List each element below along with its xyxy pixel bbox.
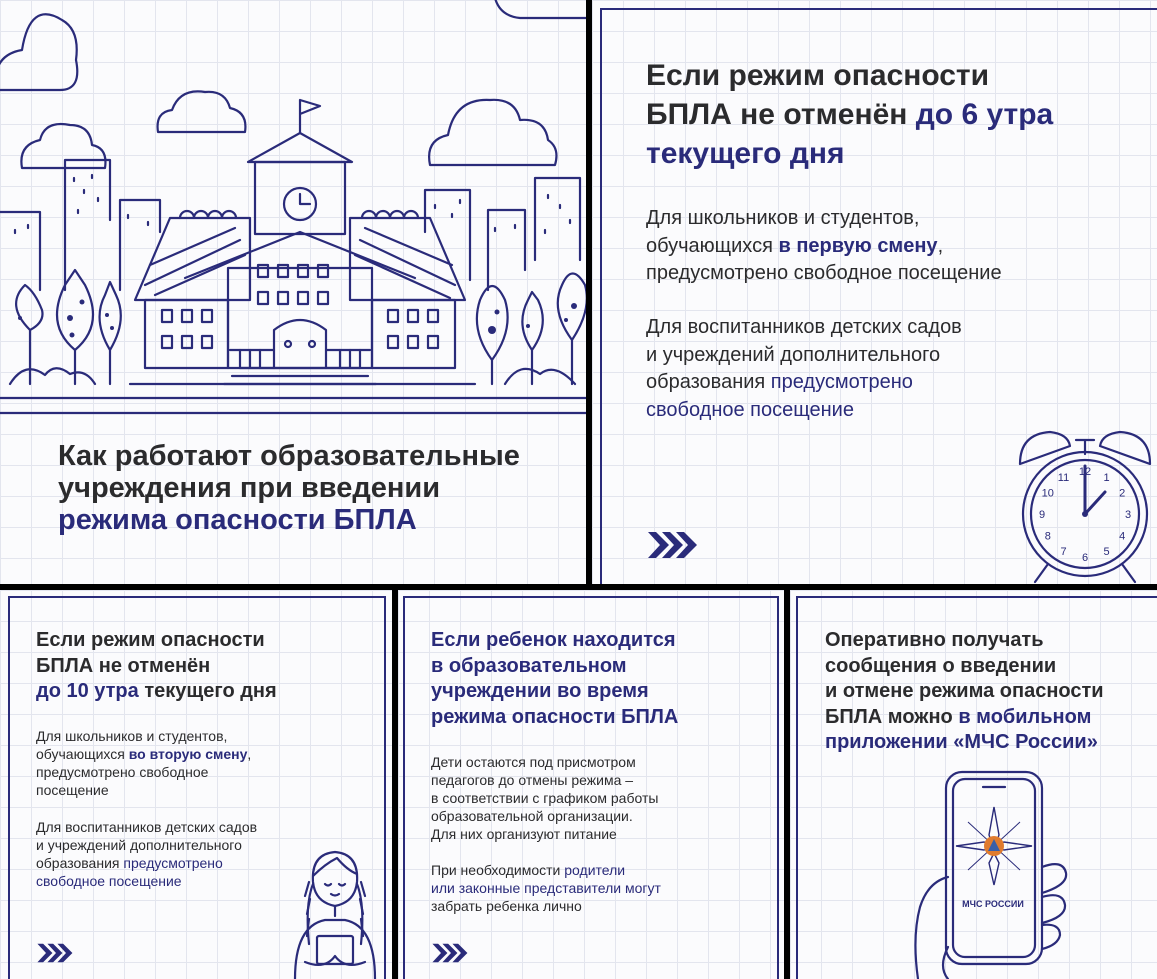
- card4-paragraph-1: [431, 753, 776, 843]
- card3-p2-highlight: свободное посещение: [36, 873, 182, 889]
- card5-title-highlight: приложении «МЧС России»: [825, 731, 1098, 753]
- card4-p2-text: При необходимости: [431, 862, 565, 878]
- card3-title-line: БПЛА не отменён: [36, 654, 211, 677]
- card1-title-line: учреждения при введении: [58, 472, 441, 504]
- cloud-icon: [495, 0, 586, 18]
- school-building-illustration: [0, 0, 586, 420]
- card3-p1-line: предусмотрено свободное: [36, 764, 209, 780]
- card2-p1-highlight: в первую смену: [778, 234, 938, 257]
- smartphone-in-hand-illustration: [908, 767, 1078, 979]
- emergency-emblem-icon: [956, 807, 1032, 885]
- card4-p2-highlight: или законные представители могут: [431, 880, 661, 896]
- card5-title-line: [825, 705, 1157, 731]
- clock-number: 2: [1119, 487, 1126, 500]
- clock-number: 3: [1124, 509, 1132, 521]
- card4-p1-line: в соответствии с графиком работы: [431, 790, 659, 806]
- card3-p1-text: ,: [247, 746, 252, 762]
- card3-p2-highlight: предусмотрено: [123, 855, 223, 871]
- card1-title-line: Как работают образовательные: [58, 440, 520, 472]
- card4-title: [431, 628, 776, 730]
- clock-number: 8: [1044, 530, 1051, 543]
- card2-p2-line: и учреждений дополнительного: [646, 343, 941, 366]
- tree-icon: [100, 282, 121, 384]
- card3-paragraph-1: [36, 727, 376, 799]
- card2-p2-line: [646, 369, 1146, 397]
- cloud-icon: [0, 14, 77, 90]
- card2-paragraph-1: [646, 205, 1146, 288]
- card2-p2-line: Для воспитанников детских садов: [646, 316, 962, 338]
- card1-title: [58, 440, 578, 536]
- chevrons-right-icon: [36, 942, 76, 964]
- phone-app-label: МЧС РОССИИ: [962, 899, 1024, 909]
- card3-p1-highlight: во вторую смену: [128, 746, 248, 762]
- card4-title-line: режима опасности БПЛА: [431, 705, 679, 728]
- card2-p1-line: [646, 233, 1146, 261]
- card2-title-line: Если режим опасности: [646, 59, 990, 92]
- clock-number: 5: [1103, 546, 1110, 559]
- card1-title-highlight: режима опасности БПЛА: [58, 504, 417, 536]
- alarm-clock-illustration: [1010, 414, 1157, 584]
- tree-icon: [477, 286, 508, 384]
- card-child-in-institution: [398, 590, 784, 979]
- card5-title: [825, 628, 1157, 756]
- chevrons-right-icon: [646, 530, 702, 560]
- card3-p2-text: образования: [36, 855, 124, 871]
- card2-p2-highlight: предусмотрено: [770, 371, 913, 393]
- card4-p1-line: Для них организуют питание: [431, 826, 617, 842]
- clock-number: 12: [1078, 466, 1092, 478]
- card2-title-highlight: текущего дня: [646, 137, 845, 170]
- card3-p1-text: обучающихся: [36, 746, 129, 762]
- card4-p2-line: забрать ребенка лично: [431, 898, 582, 914]
- card3-p1-line: посещение: [36, 782, 109, 798]
- card5-title-text: БПЛА можно: [825, 705, 959, 728]
- card2-p2-highlight: свободное посещение: [646, 398, 854, 421]
- card2-p1-line: Для школьников и студентов,: [646, 207, 920, 229]
- chevrons-right-icon: [431, 942, 471, 964]
- card3-title: [36, 628, 376, 705]
- clock-number: 9: [1038, 509, 1046, 521]
- card4-title-line: учреждении во время: [431, 680, 649, 702]
- card4-paragraph-2: [431, 861, 776, 915]
- cloud-icon: [21, 124, 105, 168]
- card2-title-highlight: до 6 утра: [915, 98, 1054, 131]
- card4-p2-highlight: родители: [564, 862, 626, 878]
- clock-number: 4: [1119, 530, 1126, 543]
- card3-title-text: текущего дня: [138, 680, 277, 702]
- card3-title-line: [36, 679, 376, 705]
- tree-icon: [558, 274, 586, 385]
- card3-p2-line: Для воспитанников детских садов: [36, 819, 258, 835]
- card-6am-rule: [592, 0, 1157, 584]
- card2-title: [646, 56, 1156, 173]
- clock-number: 10: [1041, 487, 1054, 500]
- card2-p1-text: ,: [937, 234, 944, 257]
- card2-p1-line: предусмотрено свободное посещение: [646, 262, 1002, 284]
- clock-number: 7: [1060, 546, 1067, 559]
- card5-title-line: и отмене режима опасности: [825, 680, 1104, 702]
- card3-p1-line: [36, 745, 376, 763]
- clock-number: 6: [1081, 552, 1089, 564]
- card5-title-line: сообщения о введении: [825, 654, 1057, 677]
- card5-title-highlight: в мобильном: [958, 705, 1092, 728]
- girl-with-book-illustration: [285, 844, 385, 979]
- card4-p1-line: образовательной организации.: [431, 808, 633, 824]
- card2-title-line: [646, 95, 1156, 134]
- card4-p2-line: [431, 861, 776, 879]
- card-mobile-app: [790, 590, 1157, 979]
- cloud-icon: [158, 91, 246, 132]
- card4-p1-line: Дети остаются под присмотром: [431, 754, 636, 770]
- card2-p1-text: обучающихся: [646, 234, 779, 257]
- card4-title-line: Если ребенок находится: [431, 629, 676, 651]
- card2-paragraph-2: [646, 314, 1146, 424]
- card2-p2-text: образования: [646, 371, 771, 393]
- card3-title-line: Если режим опасности: [36, 629, 265, 651]
- card4-title-line: в образовательном: [431, 654, 627, 677]
- card-10am-rule: [0, 590, 392, 979]
- clock-number: 11: [1057, 471, 1070, 484]
- tree-icon: [57, 270, 93, 384]
- cloud-icon: [429, 100, 556, 165]
- card3-p2-line: и учреждений дополнительного: [36, 837, 242, 853]
- card2-title-text: БПЛА не отменён: [646, 98, 916, 131]
- card3-title-highlight: до 10 утра: [36, 680, 139, 702]
- clock-number: 1: [1103, 471, 1110, 484]
- card-how-institutions-work: [0, 0, 586, 584]
- card3-p1-line: Для школьников и студентов,: [36, 728, 228, 744]
- card4-p1-line: педагогов до отмены режима –: [431, 772, 634, 788]
- card5-title-line: Оперативно получать: [825, 629, 1044, 651]
